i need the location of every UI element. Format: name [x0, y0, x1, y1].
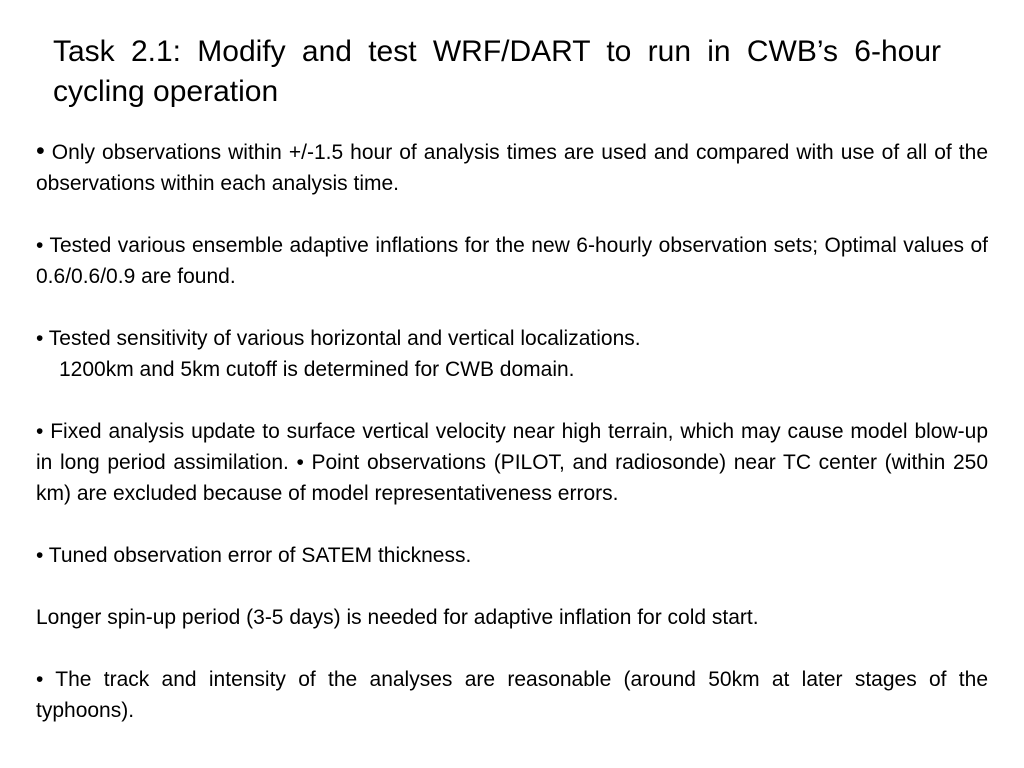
paragraph-analysis-update: • Fixed analysis update to surface vertical velocity near high terrain, which may cause model blow-up in long period assimilation. • Point observations (PILOT, and radiosonde) near TC center (within 250 km) are excluded because of model representativeness errors.	[36, 420, 988, 505]
paragraph-text: Only observations within +/-1.5 hour of analysis times are used and compared with use of all of the observations within each analysis time.	[36, 141, 988, 195]
paragraph-spacer	[36, 509, 988, 540]
slide-body	[36, 136, 988, 726]
slide-title: Task 2.1: Modify and test WRF/DART to run in CWB’s 6-hour cycling operation	[53, 35, 941, 108]
paragraph-continuation: 1200km and 5km cutoff is determined for CWB domain.	[59, 358, 575, 381]
paragraph-adaptive-inflation: • Tested various ensemble adaptive inflations for the new 6-hourly observation sets; Optimal values of 0.6/0.6/0.9 are found.	[36, 234, 988, 288]
paragraph-spacer	[36, 571, 988, 602]
paragraph-spin-up: Longer spin-up period (3-5 days) is needed for adaptive inflation for cold start.	[36, 606, 759, 629]
paragraph-localization	[36, 323, 988, 385]
paragraph-spacer	[36, 633, 988, 664]
paragraph-spacer	[36, 292, 988, 323]
paragraph-spacer	[36, 385, 988, 416]
paragraph-text: • Tested sensitivity of various horizontal and vertical localizations.	[36, 327, 641, 350]
paragraph-observation-window	[36, 136, 988, 199]
paragraph-satem-error: • Tuned observation error of SATEM thickness.	[36, 544, 472, 567]
paragraph-spacer	[36, 199, 988, 230]
bullet-marker: •	[36, 137, 45, 165]
paragraph-track-intensity: • The track and intensity of the analyses are reasonable (around 50km at later stages of the typhoons).	[36, 668, 988, 722]
